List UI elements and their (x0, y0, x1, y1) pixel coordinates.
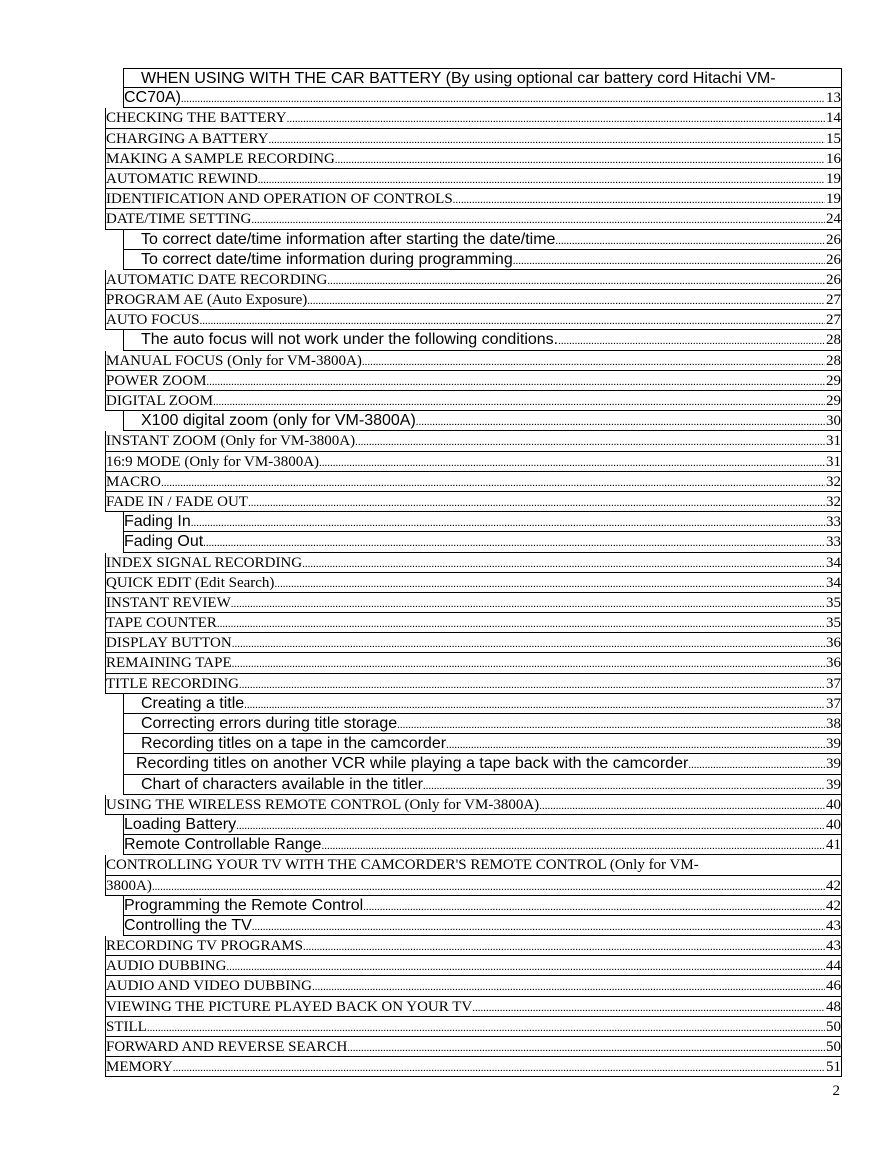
toc-entry[interactable] (123, 411, 842, 431)
toc-entry[interactable] (123, 734, 842, 754)
toc-entry-title: AUDIO DUBBING (106, 958, 227, 975)
dot-leader (203, 533, 825, 553)
toc-entry-title: Recording titles on another VCR while playing a tape back with the camcorder (136, 755, 689, 773)
toc-entry-page: 31 (826, 433, 841, 450)
toc-entry-page: 39 (826, 756, 841, 773)
toc-entry[interactable] (123, 896, 842, 916)
toc-entry-page: 28 (826, 352, 841, 369)
dot-leader (558, 331, 825, 351)
toc-entry[interactable] (105, 209, 842, 229)
toc-entry-page: 40 (826, 816, 841, 833)
toc-entry-title: 16:9 MODE (Only for VM-3800A) (106, 453, 320, 470)
toc-entry[interactable] (123, 250, 842, 270)
toc-entry-page: 42 (826, 877, 841, 894)
dot-leader (312, 977, 825, 997)
toc-entry-title: Correcting errors during title storage (141, 715, 398, 732)
dot-leader (236, 816, 825, 836)
toc-entry-title: Recording titles on a tape in the camcorder (141, 735, 447, 753)
toc-entry-title: PROGRAM AE (Auto Exposure) (106, 292, 308, 309)
table-of-contents (105, 68, 842, 1077)
toc-entry-title: AUTO FOCUS (106, 312, 200, 329)
toc-entry-title: Fading In (124, 513, 191, 531)
toc-entry-title: Loading Battery (124, 815, 237, 833)
toc-entry-page: 44 (826, 958, 841, 975)
toc-entry[interactable] (105, 270, 842, 290)
dot-leader (213, 392, 825, 412)
toc-entry-title: To correct date/time information after starting the date/time (141, 230, 556, 248)
dot-leader (362, 352, 825, 372)
dot-leader (688, 755, 825, 775)
toc-entry-page: 16 (826, 150, 841, 167)
toc-entry[interactable] (123, 714, 842, 734)
toc-entry[interactable] (105, 129, 842, 149)
toc-entry[interactable] (123, 512, 842, 532)
toc-entry[interactable] (105, 1057, 842, 1077)
toc-entry-page: 19 (826, 170, 841, 187)
toc-entry[interactable] (105, 573, 842, 593)
toc-entry-title: POWER ZOOM (106, 372, 207, 389)
toc-entry-title: Chart of characters available in the titler (141, 775, 423, 793)
toc-entry-title: Remote Controllable Range (124, 836, 322, 854)
dot-leader (397, 715, 825, 735)
toc-entry-page: 32 (826, 493, 841, 510)
toc-entry[interactable] (105, 1017, 842, 1037)
toc-entry-page: 37 (826, 675, 841, 692)
dot-leader (232, 654, 825, 674)
dot-leader (327, 271, 825, 291)
page-number: 2 (832, 1083, 840, 1099)
toc-entry-title: TAPE COUNTER (106, 615, 217, 632)
dot-leader (258, 170, 825, 190)
dot-leader (416, 412, 825, 432)
toc-entry-page: 41 (826, 837, 841, 854)
toc-entry-page: 29 (826, 372, 841, 389)
toc-entry-page: 50 (826, 1018, 841, 1035)
toc-entry-title: INSTANT ZOOM (Only for VM-3800A) (106, 433, 356, 450)
dot-leader (472, 998, 825, 1018)
toc-entry-title: STILL (106, 1018, 147, 1035)
dot-leader (423, 776, 825, 796)
toc-entry[interactable] (105, 149, 842, 169)
toc-entry[interactable] (123, 754, 842, 774)
toc-entry-title: Controlling the TV (124, 916, 252, 934)
toc-entry[interactable] (123, 88, 842, 108)
toc-entry[interactable] (105, 855, 842, 875)
toc-entry[interactable] (105, 391, 842, 411)
dot-leader (319, 453, 825, 473)
toc-entry-title: DIGITAL ZOOM (106, 393, 213, 409)
toc-entry-title: FORWARD AND REVERSE SEARCH (106, 1039, 348, 1055)
toc-entry[interactable] (123, 694, 842, 714)
toc-entry-page: 50 (826, 1039, 841, 1055)
toc-entry-page: 43 (826, 938, 841, 955)
toc-entry-page: 30 (826, 413, 841, 430)
dot-leader (191, 513, 825, 533)
dot-leader (206, 372, 825, 392)
dot-leader (363, 897, 825, 917)
toc-entry[interactable] (105, 472, 842, 492)
toc-entry-page: 43 (826, 917, 841, 934)
toc-entry-title: TITLE RECORDING (106, 675, 239, 692)
toc-entry-title-line1: WHEN USING WITH THE CAR BATTERY (By using optional car battery cord Hitachi VM- (141, 70, 776, 87)
toc-entry[interactable] (105, 936, 842, 956)
toc-entry[interactable] (123, 230, 842, 250)
toc-entry[interactable] (105, 310, 842, 330)
toc-entry[interactable] (105, 674, 842, 694)
dot-leader (248, 493, 825, 513)
dot-leader (161, 473, 825, 493)
toc-entry[interactable] (105, 997, 842, 1017)
dot-leader (252, 917, 825, 937)
toc-entry[interactable] (123, 532, 842, 552)
toc-entry[interactable] (105, 351, 842, 371)
toc-entry-page: 48 (826, 998, 841, 1015)
toc-entry-page: 36 (826, 635, 841, 652)
toc-entry[interactable] (105, 431, 842, 451)
toc-entry[interactable] (105, 492, 842, 512)
toc-entry-page: 38 (826, 716, 841, 732)
toc-entry-title: IDENTIFICATION AND OPERATION OF CONTROLS (106, 191, 453, 208)
dot-leader (446, 735, 825, 755)
dot-leader (269, 130, 825, 150)
toc-entry-title-line1: CONTROLLING YOUR TV WITH THE CAMCORDER'S REMOTE CONTROL (Only for VM- (106, 857, 699, 874)
toc-entry-page: 40 (826, 796, 841, 813)
toc-entry[interactable] (105, 593, 842, 613)
dot-leader (303, 937, 825, 957)
dot-leader (217, 614, 825, 634)
dot-leader (321, 836, 825, 856)
toc-entry-title: INSTANT REVIEW (106, 594, 231, 611)
dot-leader (173, 1058, 825, 1078)
dot-leader (152, 877, 825, 897)
dot-leader (539, 796, 825, 816)
toc-entry-page: 14 (826, 110, 841, 127)
toc-entry-title: FADE IN / FADE OUT (106, 493, 248, 510)
dot-leader (200, 311, 826, 331)
toc-entry-title: USING THE WIRELESS REMOTE CONTROL (Only for VM-3800A) (106, 796, 540, 813)
toc-entry-page: 26 (826, 231, 841, 248)
toc-entry-title: RECORDING TV PROGRAMS (106, 938, 303, 955)
dot-leader (287, 109, 825, 129)
dot-leader (335, 150, 825, 170)
toc-entry-title: AUDIO AND VIDEO DUBBING (106, 978, 312, 995)
dot-leader (555, 231, 825, 251)
toc-entry-page: 34 (826, 574, 841, 591)
toc-entry-title: INDEX SIGNAL RECORDING (106, 554, 303, 571)
dot-leader (232, 634, 825, 654)
toc-entry[interactable] (105, 169, 842, 189)
toc-entry-title: CHARGING A BATTERY (106, 130, 269, 147)
dot-leader (251, 210, 825, 230)
toc-entry[interactable] (105, 956, 842, 976)
toc-entry-title: MEMORY (106, 1059, 173, 1076)
toc-entry[interactable] (105, 633, 842, 653)
toc-entry-page: 15 (826, 130, 841, 147)
toc-entry-page: 36 (826, 655, 841, 672)
toc-entry[interactable] (105, 1037, 842, 1057)
dot-leader (181, 89, 825, 109)
toc-entry-title: VIEWING THE PICTURE PLAYED BACK ON YOUR TV (106, 998, 473, 1015)
toc-entry-page: 28 (826, 332, 841, 349)
toc-entry-page: 46 (826, 978, 841, 995)
toc-entry[interactable] (105, 553, 842, 573)
toc-entry-title: Programming the Remote Control (124, 896, 364, 914)
toc-entry-title: Fading Out (124, 533, 204, 551)
toc-entry[interactable] (105, 189, 842, 209)
toc-entry-page: 33 (826, 534, 841, 551)
toc-entry-title: The auto focus will not work under the following conditions. (141, 331, 559, 349)
toc-entry-title: DATE/TIME SETTING (106, 211, 252, 228)
toc-entry[interactable] (105, 613, 842, 633)
toc-entry[interactable] (105, 876, 842, 896)
toc-entry-page: 31 (826, 453, 841, 470)
toc-entry[interactable] (123, 775, 842, 795)
toc-entry-title: To correct date/time information during programming (141, 250, 513, 268)
toc-entry-page: 35 (826, 615, 841, 632)
dot-leader (231, 594, 825, 614)
toc-entry-page: 27 (826, 292, 841, 309)
toc-entry-page: 24 (826, 211, 841, 228)
toc-entry-page: 42 (826, 897, 841, 914)
toc-entry-page: 26 (826, 271, 841, 288)
toc-entry-title: MAKING A SAMPLE RECORDING (106, 150, 335, 167)
toc-entry-title: CC70A) (124, 89, 181, 107)
toc-entry-title: REMAINING TAPE (106, 655, 232, 672)
dot-leader (274, 574, 825, 594)
toc-entry-page: 29 (826, 393, 841, 409)
toc-entry[interactable] (105, 653, 842, 673)
toc-entry[interactable] (105, 976, 842, 996)
toc-entry[interactable] (123, 815, 842, 835)
toc-entry-title: QUICK EDIT (Edit Search) (106, 574, 275, 591)
dot-leader (453, 190, 825, 210)
toc-entry[interactable] (105, 795, 842, 815)
toc-entry-title: X100 digital zoom (only for VM-3800A) (141, 412, 416, 430)
dot-leader (147, 1018, 825, 1038)
toc-entry-title: MANUAL FOCUS (Only for VM-3800A) (106, 352, 362, 369)
toc-entry-title: AUTOMATIC REWIND (106, 170, 258, 187)
dot-leader (347, 1038, 825, 1058)
dot-leader (244, 695, 825, 715)
toc-entry-title: DISPLAY BUTTON (106, 635, 232, 652)
toc-entry-page: 39 (826, 736, 841, 753)
toc-entry-page: 13 (826, 90, 841, 107)
toc-entry-page: 51 (826, 1059, 841, 1076)
toc-entry-page: 37 (826, 695, 841, 712)
toc-entry[interactable] (123, 835, 842, 855)
toc-entry-title: AUTOMATIC DATE RECORDING (106, 271, 328, 288)
dot-leader (513, 251, 825, 271)
dot-leader (226, 957, 825, 977)
toc-entry[interactable] (105, 452, 842, 472)
toc-entry-page: 39 (826, 776, 841, 793)
toc-entry[interactable] (105, 108, 842, 128)
toc-entry[interactable] (123, 68, 842, 88)
toc-entry-page: 26 (826, 251, 841, 268)
toc-entry[interactable] (105, 290, 842, 310)
toc-entry-page: 35 (826, 594, 841, 611)
toc-entry[interactable] (105, 371, 842, 391)
toc-entry-title: 3800A) (106, 877, 152, 894)
toc-entry-title: CHECKING THE BATTERY (106, 110, 287, 127)
toc-entry[interactable] (123, 916, 842, 936)
toc-entry[interactable] (123, 330, 842, 350)
toc-entry-page: 19 (826, 191, 841, 208)
toc-entry-title: Creating a title (141, 694, 245, 712)
toc-entry-page: 27 (826, 312, 841, 329)
dot-leader (239, 675, 825, 695)
dot-leader (355, 432, 825, 452)
toc-entry-title: MACRO (106, 473, 162, 490)
dot-leader (302, 554, 825, 574)
toc-entry-page: 33 (826, 514, 841, 531)
toc-entry-page: 34 (826, 554, 841, 571)
toc-entry-page: 32 (826, 473, 841, 490)
dot-leader (307, 291, 825, 311)
